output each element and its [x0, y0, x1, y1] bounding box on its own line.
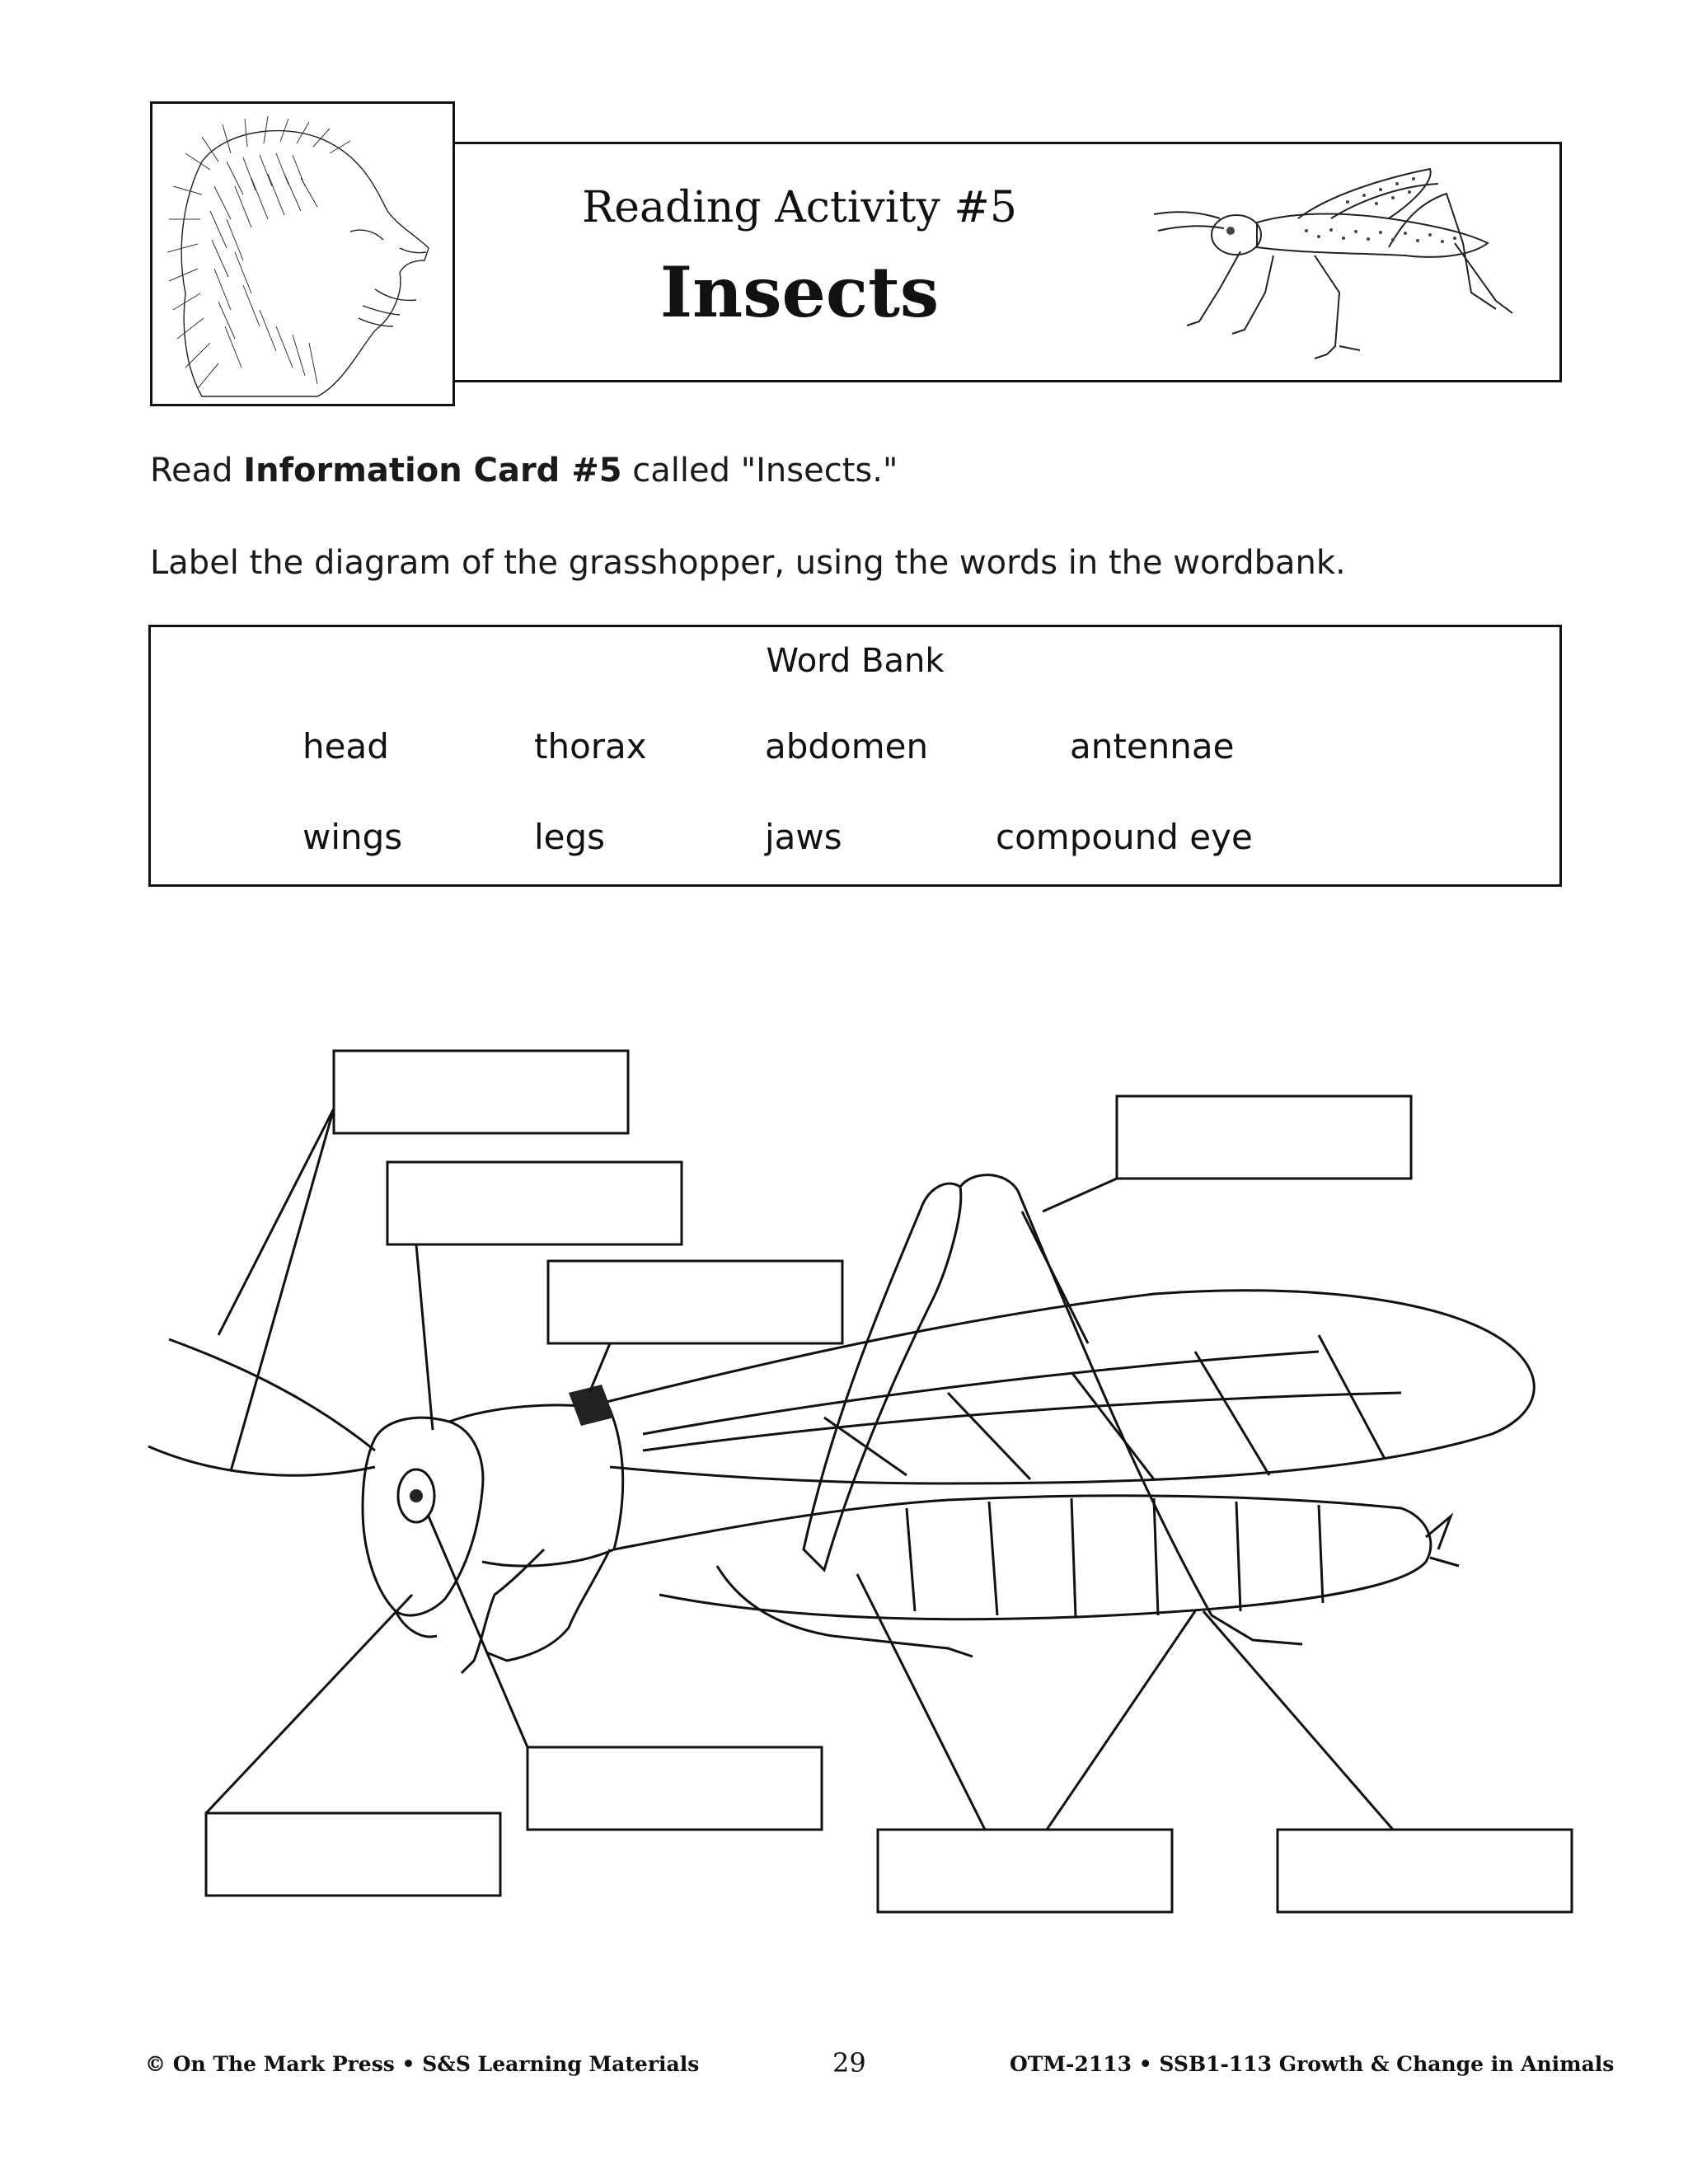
label-box-jaws	[206, 1813, 500, 1896]
grasshopper-diagram	[0, 948, 1688, 1937]
label-box-abdomen	[1278, 1830, 1572, 1912]
middle-leg	[717, 1566, 973, 1657]
instruction-read-card: Information Card #5	[243, 452, 622, 490]
word-head: head	[302, 726, 389, 766]
grasshopper-small-illustration	[1142, 152, 1537, 375]
footer-publisher: © On The Mark Press • S&S Learning Materials	[145, 2052, 700, 2076]
thorax-outline	[449, 1405, 623, 1566]
antenna-lower	[148, 1446, 375, 1475]
word-wings: wings	[302, 817, 403, 857]
word-thorax: thorax	[534, 726, 647, 766]
leader-jaws	[206, 1595, 412, 1813]
word-antennae: antennae	[1070, 726, 1235, 766]
label-box-head	[387, 1162, 682, 1244]
word-compound-eye: compound eye	[996, 817, 1253, 857]
lion-illustration	[152, 104, 452, 404]
antenna-upper	[169, 1339, 375, 1451]
leader-compound-eye	[429, 1516, 528, 1747]
head-outline	[363, 1418, 483, 1615]
instruction-read-pre: Read	[150, 452, 244, 490]
label-box-thorax	[548, 1261, 842, 1343]
word-legs: legs	[534, 817, 606, 857]
hind-tibia	[960, 1175, 1302, 1644]
grasshopper-large-illustration	[148, 1175, 1534, 1673]
leader-wings	[1043, 1179, 1117, 1212]
leader-antennae	[218, 1108, 334, 1471]
instruction-label: Label the diagram of the grasshopper, using the words in the wordbank.	[150, 544, 1346, 582]
footer-product-code: OTM-2113 • SSB1-113 Growth & Change in Animals	[1010, 2052, 1615, 2076]
activity-label: Reading Activity #5	[582, 183, 1017, 232]
label-box-wings	[1117, 1096, 1411, 1179]
word-jaws: jaws	[765, 817, 842, 857]
label-box-legs	[878, 1830, 1172, 1912]
abdomen-outline	[614, 1496, 1431, 1619]
word-bank-title: Word Bank	[766, 642, 945, 680]
label-box-antennae	[334, 1051, 628, 1133]
word-abdomen: abdomen	[765, 726, 929, 766]
instruction-read	[150, 452, 898, 490]
label-box-compound-eye	[528, 1747, 822, 1830]
word-bank	[148, 625, 1562, 887]
page-number: 29	[832, 2047, 866, 2079]
leader-head	[416, 1244, 433, 1430]
instruction-read-post: called "Insects."	[621, 452, 898, 490]
page-title: Insects	[659, 251, 940, 333]
